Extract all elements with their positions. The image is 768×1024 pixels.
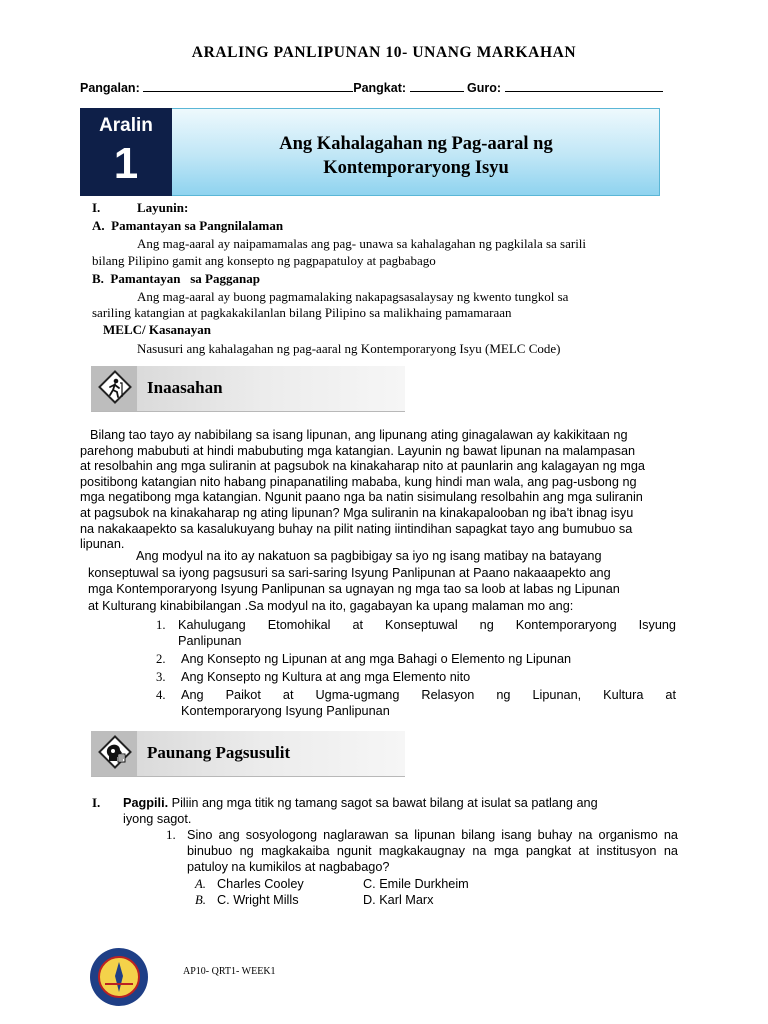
melc-label: MELC/ Kasanayan [103, 322, 211, 337]
list-number: 3. [156, 670, 166, 684]
layunin-number: I. [92, 200, 101, 215]
teacher-label: Guro: [467, 81, 502, 95]
melc-text: Nasusuri ang kahalagahan ng pag-aaral ng Kontemporaryong Isyu (MELC Code) [137, 341, 561, 356]
pagganap-line2: sariling katangian at pagkakakilanlan bilang Pilipino sa malikhaing pamamaraan [92, 305, 512, 320]
aralin-word: Aralin [99, 115, 153, 136]
question-line: Sino ang sosyologong naglarawan sa lipunan bilang isang buhay na organismo na [187, 828, 678, 842]
list-item [156, 651, 676, 667]
pagpili-instructions [123, 795, 598, 811]
option-a[interactable] [195, 876, 304, 892]
para1-line: na nakakaapekto sa kasalukuyang buhay na pilit nating iintindihan sapagkat tayo ang bumubuo sa [80, 521, 633, 536]
schools-division-seal-icon [90, 948, 148, 1006]
lesson-title [172, 132, 660, 180]
inaasahan-paragraph-2 [88, 548, 678, 614]
para1-line: parehong mabubuti at hindi mabubuting mga katangian. Layunin ng bawat lipunan na malampasan [80, 443, 636, 458]
pagganap-line1: Ang mag-aaral ay buong pagmamalaking nakapagsasalaysay ng kwento tungkol sa [137, 289, 569, 304]
list-text: Ang Konsepto ng Lipunan at ang mga Bahagi o Elemento ng Lipunan [181, 652, 572, 666]
lesson-title-line1: Ang Kahalagahan ng Pag-aaral ng [279, 134, 553, 154]
para1-line: at resolbahin ang mga suliranin at pagsubok na kinakaharap nito at paunlarin ang kalagayan ng mga [80, 459, 645, 474]
para2-line: at Kulturang kinabibilangan .Sa modyul na ito, gagabayan ka upang malaman mo ang: [88, 598, 574, 613]
list-item [156, 669, 676, 685]
option-b-text: C. Wright Mills [217, 893, 299, 907]
paunang-icon-box [91, 731, 137, 776]
list-number: 1. [156, 618, 166, 632]
seal-graphic [90, 948, 148, 1006]
name-blank[interactable] [143, 79, 353, 92]
name-label: Pangalan: [80, 81, 140, 95]
aralin-number: 1 [113, 139, 139, 188]
lesson-title-line2: Kontemporaryong Isyu [323, 158, 509, 178]
layunin-heading: Layunin: [137, 200, 189, 215]
option-a-text: Charles Cooley [217, 877, 304, 891]
pagpili-number: I. [92, 795, 101, 810]
teacher-blank[interactable] [505, 79, 663, 92]
inaasahan-icon-box [91, 366, 137, 411]
aralin-box [80, 108, 172, 196]
pangnilalaman-label: A. Pamantayan sa Pangnilalaman [92, 218, 284, 233]
person-walking-icon [104, 376, 126, 400]
page-title: ARALING PANLIPUNAN 10- UNANG MARKAHAN [191, 44, 577, 61]
para1-line: positibong katangian nito habang pinapanatiling mababa, kung hindi man wala, ang pag-usbong ng [80, 474, 637, 489]
student-info-row [80, 79, 663, 95]
question-1-number: 1. [166, 827, 176, 842]
option-d[interactable]: D. Karl Marx [363, 893, 434, 907]
section-blank[interactable] [410, 79, 464, 92]
option-b[interactable] [195, 892, 299, 908]
question-line: binubuo ng magkakaiba ngunit magkakaugnay na mga pangkat at institusyon na [187, 844, 678, 858]
paunang-pagsusulit-bar [91, 731, 405, 777]
question-line: patuloy na kumikilos at nagbabago? [187, 860, 390, 874]
list-text: Ang Paikot at Ugma-ugmang Relasyon ng Lipunan, Kultura at [181, 688, 676, 702]
paunang-label: Paunang Pagsusulit [147, 743, 291, 762]
para1-line: Bilang tao tayo ay nabibilang sa isang lipunan, ang lipunang ating ginagalawan ay kakikitaan ng [90, 428, 628, 442]
list-text: Ang Konsepto ng Kultura at ang mga Elemento nito [181, 670, 471, 684]
head-gears-icon [103, 741, 127, 765]
option-a-letter: A. [195, 877, 206, 891]
option-c[interactable]: C. Emile Durkheim [363, 877, 469, 891]
list-number: 2. [156, 652, 166, 666]
para2-line: Ang modyul na ito ay nakatuon sa pagbibigay sa iyo ng isang matibay na batayang [136, 549, 602, 563]
pagpili-label: Pagpili. [123, 796, 169, 810]
pagpili-instr-line1: Piliin ang mga titik ng tamang sagot sa bawat bilang at isulat sa patlang ang [168, 796, 598, 810]
pagganap-label: B. Pamantayan sa Pagganap [92, 271, 260, 286]
para2-line: konseptuwal sa iyong pagsusuri sa sari-saring Isyung Panlipunan at Paano nakaaapekto ang [88, 565, 611, 580]
para2-line: mga Kontemporaryong Isyung Panlipunan sa ugnayan ng mga tao sa loob at labas ng Lipunan [88, 582, 620, 597]
section-label: Pangkat: [353, 81, 407, 95]
para1-line: at pagsubok na kinakaharap ng ating lipunan? Mga suliranin na kinakapalooban ng iba't ibnag isyu [80, 505, 634, 520]
list-item [156, 617, 676, 633]
inaasahan-label: Inaasahan [147, 378, 223, 397]
para1-line: mga negatibong mga katangian. Ngunit paano nga ba natin sisimulang resolbahin ang mga suliranin [80, 490, 643, 505]
pangnilalaman-line2: bilang Pilipino gamit ang konsepto ng pagpapatuloy at pagbabago [92, 253, 436, 268]
option-b-letter: B. [195, 893, 206, 907]
list-item [156, 687, 676, 703]
pangnilalaman-line1: Ang mag-aaral ay naipamamalas ang pag- unawa sa kahalagahan ng pagkilala sa sarili [137, 236, 587, 251]
objectives-list [156, 617, 676, 719]
list-number: 4. [156, 688, 166, 702]
footer-code: AP10- QRT1- WEEK1 [183, 966, 276, 977]
list-text-cont: Panlipunan [178, 634, 242, 648]
inaasahan-bar [91, 366, 405, 412]
inaasahan-paragraph-1 [80, 428, 696, 553]
list-text: Kahulugang Etomohikal at Konseptuwal ng Kontemporaryong Isyung [178, 618, 676, 632]
pagpili-instr-line2: iyong sagot. [123, 812, 192, 826]
question-1-text [187, 827, 678, 875]
para1-line: lipunan. [80, 537, 125, 552]
list-text-cont: Kontemporaryong Isyung Panlipunan [181, 704, 390, 718]
